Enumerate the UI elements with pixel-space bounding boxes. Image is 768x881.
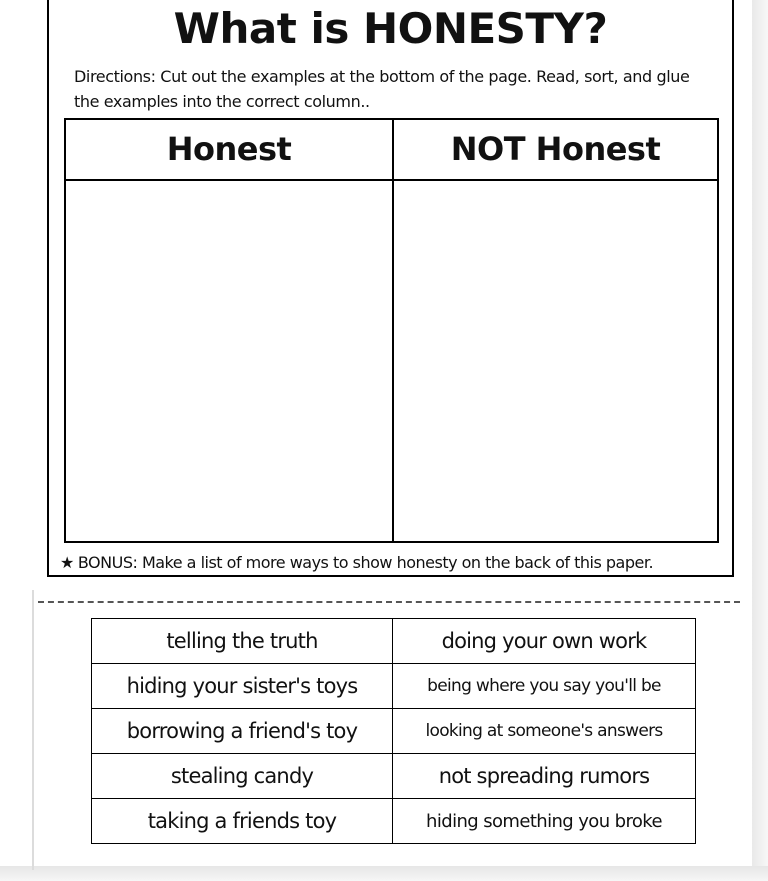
example-card[interactable]: not spreading rumors bbox=[393, 754, 696, 799]
directions-text: Directions: Cut out the examples at the bottom of the page. Read, sort, and glue the examples into the correct column.. bbox=[74, 67, 690, 111]
example-card[interactable]: looking at someone's answers bbox=[393, 709, 696, 754]
table-row bbox=[92, 619, 696, 664]
example-card[interactable]: hiding your sister's toys bbox=[92, 664, 393, 709]
sheet-edge-line bbox=[32, 590, 34, 870]
example-card[interactable]: borrowing a friend's toy bbox=[92, 709, 393, 754]
column-header-honest: Honest bbox=[166, 130, 292, 168]
example-card[interactable]: stealing candy bbox=[92, 754, 393, 799]
cut-line bbox=[38, 601, 740, 603]
table-row bbox=[92, 664, 696, 709]
sorting-table bbox=[64, 118, 719, 543]
star-icon: ★ bbox=[60, 553, 74, 572]
example-card[interactable]: being where you say you'll be bbox=[393, 664, 696, 709]
bonus-instruction bbox=[60, 551, 750, 575]
page-title: What is HONESTY? bbox=[173, 4, 608, 53]
example-card[interactable]: doing your own work bbox=[393, 619, 696, 664]
examples-cutout-table bbox=[91, 618, 696, 844]
table-row bbox=[92, 754, 696, 799]
honest-glue-area[interactable] bbox=[66, 181, 392, 541]
bonus-text: BONUS: Make a list of more ways to show honesty on the back of this paper. bbox=[77, 553, 654, 572]
table-row bbox=[92, 709, 696, 754]
page-bottom-shadow bbox=[0, 866, 768, 881]
column-header-not-honest: NOT Honest bbox=[450, 130, 661, 168]
example-card[interactable]: taking a friends toy bbox=[92, 799, 393, 844]
example-card[interactable]: telling the truth bbox=[92, 619, 393, 664]
example-card[interactable]: hiding something you broke bbox=[393, 799, 696, 844]
table-row bbox=[92, 799, 696, 844]
page-edge-shadow bbox=[752, 0, 768, 881]
not-honest-glue-area[interactable] bbox=[394, 181, 717, 541]
